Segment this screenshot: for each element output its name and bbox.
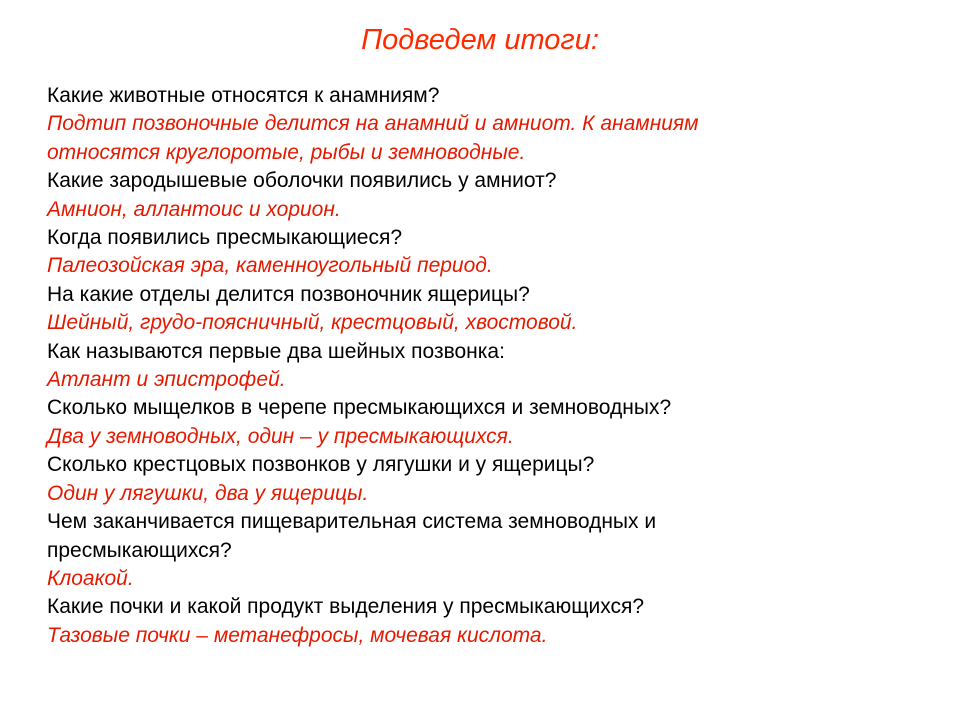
- answer-text: Атлант и эпистрофей.: [47, 368, 286, 392]
- question-text: Когда появились пресмыкающиеся?: [47, 226, 403, 250]
- question-text: Как называются первые два шейных позвонка:: [47, 339, 505, 363]
- slide-title: Подведем итоги:: [361, 24, 599, 56]
- question-text: Какие животные относятся к анамниям?: [47, 84, 440, 107]
- question-text: Сколько крестцовых позвонков у лягушки и у ящерицы?: [47, 453, 595, 477]
- answer-text: Один у лягушки, два у ящерицы.: [47, 481, 369, 505]
- question-text: Какие почки и какой продукт выделения у пресмыкающихся?: [47, 595, 645, 619]
- answer-text: Тазовые почки – метанефросы, мочевая кислота.: [47, 623, 548, 647]
- qa-item: [47, 82, 927, 167]
- qa-item: [47, 593, 927, 650]
- qa-item: [47, 451, 927, 508]
- answer-text: Палеозойская эра, каменноугольный период.: [47, 254, 493, 278]
- qa-item: [47, 281, 927, 338]
- answer-text: Два у земноводных, один – у пресмыкающихся.: [47, 424, 514, 448]
- question-text: На какие отделы делится позвоночник ящерицы?: [47, 282, 530, 306]
- qa-item: [47, 224, 927, 281]
- qa-item: [47, 338, 927, 395]
- question-text: Какие зародышевые оболочки появились у амниот?: [47, 169, 557, 193]
- answer-text: Подтип позвоночные делится на анамний и амниот. К анамниям относятся круглоротые, рыбы и земноводные.: [47, 112, 699, 164]
- answer-text: Амнион, аллантоис и хорион.: [47, 197, 341, 221]
- question-text: Сколько мыщелков в черепе пресмыкающихся и земноводных?: [47, 396, 672, 420]
- qa-item: [47, 508, 927, 593]
- question-text: Чем заканчивается пищеварительная система земноводных и пресмыкающихся?: [47, 510, 657, 562]
- answer-text: Шейный, грудо-поясничный, крестцовый, хвостовой.: [47, 311, 578, 335]
- qa-item: [47, 167, 927, 224]
- qa-item: [47, 394, 927, 451]
- qa-list: [47, 82, 927, 650]
- answer-text: Клоакой.: [47, 566, 134, 590]
